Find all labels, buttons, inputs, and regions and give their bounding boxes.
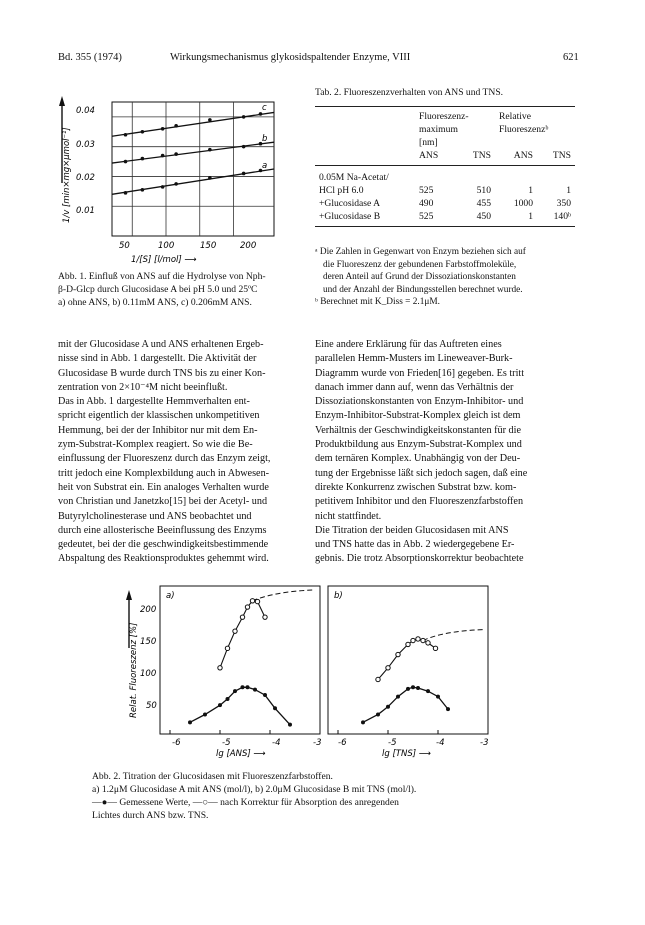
running-header-title: Wirkungsmechanismus glykosidspaltender Enzyme, VIII	[170, 52, 411, 63]
text-line: Diagramm wurde von Frieden[16] gegeben. Es tritt	[315, 367, 525, 379]
fig2a-x-label: lg [ANS] ⟶	[216, 749, 266, 759]
fig2-y-tick-100: 100	[140, 669, 157, 679]
fig2-measured-point	[188, 720, 192, 724]
table-2-footnotes	[315, 246, 585, 309]
fig1-x-tick-50: 50	[119, 241, 130, 251]
fig1-point-b	[242, 145, 246, 149]
text-line: durch eine allosterische Beeinflussung des Enzyms	[58, 524, 267, 536]
text-line: Hemmung, bei der der Inhibitor nur mit dem En-	[58, 424, 258, 436]
fig1-point-b	[208, 148, 212, 152]
fig1-y-tick-003: 0.03	[76, 140, 95, 150]
th-ans: ANS	[419, 150, 439, 161]
table-2-body	[315, 171, 575, 223]
fig2-measured-point	[416, 686, 420, 690]
cell: 525	[419, 185, 434, 196]
th-tns-rel: TNS	[552, 150, 571, 161]
text-line: petitivem Inhibitor und den Fluoreszenzfarbstoffen	[315, 496, 524, 508]
cell: 1	[566, 185, 571, 196]
fig2-measured-point	[386, 705, 390, 709]
fig2-measured-point	[396, 695, 400, 699]
text-line: direkte Konkurrenz zwischen Substrat bzw. kom-	[315, 481, 517, 493]
text-line: Eine andere Erklärung für das Auftreten eines	[315, 339, 502, 350]
right-column-text	[315, 338, 587, 567]
cell: 140ᵇ	[553, 211, 571, 222]
fig2-arrow-head	[126, 590, 132, 600]
fig2-y-tick-150: 150	[140, 637, 157, 647]
fig2a-x-tick: -4	[272, 738, 281, 748]
fig2b-x-tick: -3	[480, 738, 489, 748]
fig2-panel-b-series	[338, 630, 483, 734]
fig1-x-tick-150: 150	[200, 241, 217, 251]
fig1-curve-label-c: c	[262, 103, 267, 113]
fig1-point-a	[208, 176, 212, 180]
text-line: tritt jedoch eine Komplexbildung auch in Abwesen-	[58, 467, 270, 479]
table-mid-rule	[315, 165, 575, 166]
fig1-point-c	[242, 115, 246, 119]
fig2-corrected-point	[218, 666, 222, 670]
text-line: nisse sind in Abb. 1 dargestellt. Die Aktivität der	[58, 353, 257, 365]
fig2-measured-line	[363, 687, 448, 722]
th-maximum: maximum	[419, 124, 458, 135]
fig2-extrapolation-dashed	[253, 590, 316, 601]
fig2-corrected-point	[416, 637, 420, 641]
cell: 1000	[513, 198, 533, 209]
fig2-y-tick-200: 200	[140, 605, 157, 615]
fig2-corrected-point	[376, 677, 380, 681]
fig2-corrected-point	[421, 638, 425, 642]
table-2	[315, 106, 575, 227]
cell: 1	[528, 211, 533, 222]
fig2-measured-point	[218, 703, 222, 707]
footnote-line: ᵇ Berechnet mit K_Diss = 2.1μM.	[315, 297, 440, 308]
fig2-measured-point	[203, 713, 207, 717]
row-label: +Glucosidase A	[319, 198, 381, 209]
text-line: parallelen Hemm-Musters im Lineweaver-Burk-	[315, 353, 513, 365]
th-fluoreszenz-rel: Fluoreszenzᵇ	[499, 124, 549, 135]
fig1-point-c	[161, 127, 165, 131]
fig2-corrected-point	[386, 666, 390, 670]
fig2-measured-point	[226, 697, 230, 701]
fig2-panel-a-series	[170, 590, 315, 734]
fig1-point-b	[174, 152, 178, 156]
text-line: spricht eigentlich der klassischen unkompetitiven	[58, 410, 260, 422]
fig2b-x-tick: -4	[436, 738, 445, 748]
fig1-plot-frame	[112, 102, 274, 236]
table-top-rule	[315, 106, 575, 107]
fig1-point-b	[141, 157, 145, 161]
fig1-x-label: 1/[S] [l/mol] ⟶	[131, 255, 197, 265]
table-row	[315, 210, 575, 223]
running-header-volume: Bd. 355 (1974)	[58, 52, 122, 63]
fig1-grid	[112, 102, 274, 236]
figure-1-caption	[58, 270, 298, 309]
footnote-line: und der Anzahl der Bindungsstellen berechnet wurde.	[323, 284, 523, 295]
fig2-corrected-point	[433, 646, 437, 650]
text-line: Butyrylcholinesterase und ANS beobachtet und	[58, 510, 252, 522]
fig1-arrow-head	[59, 96, 65, 106]
row-label: HCl pH 6.0	[319, 185, 364, 196]
caption-line: Abb. 1. Einfluß von ANS auf die Hydrolyse von Nph-	[58, 271, 266, 282]
fig2-y-tick-50: 50	[146, 701, 157, 711]
text-line: und TNS hatte das in Abb. 2 wiedergegebene Er-	[315, 539, 515, 551]
text-line: gebnis. Die trotz Absorptionskorrektur beobachtete	[315, 553, 524, 565]
caption-line: a) ohne ANS, b) 0.11mM ANS, c) 0.206mM ANS.	[58, 297, 252, 308]
fig2-corrected-point	[406, 642, 410, 646]
fig2-corrected-point	[263, 615, 267, 619]
text-line: mit der Glucosidase A und ANS erhaltenen Ergeb-	[58, 339, 264, 350]
fig2b-x-label: lg [TNS] ⟶	[382, 749, 431, 759]
text-line: dem ternären Komplex. Unabhängig von der Deu-	[315, 453, 521, 465]
fig1-curve-label-b: b	[262, 134, 268, 144]
text-line: einflussung der Fluoreszenz durch das Enzym zeigt,	[58, 453, 271, 465]
th-tns: TNS	[472, 150, 491, 161]
fig2-corrected-point	[426, 641, 430, 645]
fig2-measured-point	[253, 688, 257, 692]
fig1-point-a	[161, 185, 165, 189]
text-line: Produktbildung aus Enzym-Substrat-Komplex und	[315, 439, 522, 451]
cell: 450	[476, 211, 491, 222]
fig2b-x-tick: -6	[338, 738, 347, 748]
table-row	[315, 184, 575, 197]
text-line: Das in Abb. 1 dargestellte Hemmverhalten ent-	[58, 396, 250, 408]
th-ans-rel: ANS	[513, 150, 533, 161]
page-number: 621	[563, 52, 579, 63]
text-line: danach immer dann auf, wenn das Verhältnis der	[315, 381, 514, 393]
fig2-measured-point	[263, 693, 267, 697]
text-line: Dissoziationskonstanten von Enzym-Inhibitor- und	[315, 396, 524, 408]
text-line: Abspaltung des Reaktionsproduktes gehemmt wird.	[58, 553, 269, 565]
text-line: Verhältnis der Geschwindigkeitskonstanten für die	[315, 424, 521, 436]
fig1-curve-label-a: a	[262, 161, 268, 171]
fig2-corrected-point	[396, 652, 400, 656]
table-bottom-rule	[315, 226, 575, 227]
fig1-y-label: 1/v [min×mg×μmol⁻¹]	[62, 127, 72, 223]
table-row	[315, 197, 575, 210]
fig2-measured-point	[288, 723, 292, 727]
text-line: von Christian und Janetzko[15] bei der Acetyl- und	[58, 496, 268, 508]
text-line: Enzym-Inhibitor-Substrat-Komplex gleich ist dem	[315, 410, 521, 422]
caption-line: β-D-Glcp durch Glucosidase A bei pH 5.0 und 25ºC	[58, 284, 258, 295]
fig2-corrected-point	[225, 646, 229, 650]
fig2-corrected-point	[240, 615, 244, 619]
footnote-line: ᵃ Die Zahlen in Gegenwart von Enzym beziehen sich auf	[315, 247, 526, 257]
text-line: zym-Substrat-Komplex reagiert. So wie die Be-	[58, 439, 253, 451]
th-relative: Relative	[499, 111, 531, 122]
fig1-point-b	[124, 160, 128, 164]
fig2-measured-line	[190, 687, 290, 724]
fig1-series-line-a	[112, 169, 274, 194]
caption-line: —●— Gemessene Werte, —○— nach Korrektur für Absorption des anregenden	[92, 797, 399, 808]
footnote-line: die Fluoreszenz der gebundenen Farbstoffmoleküle,	[323, 259, 517, 270]
fig1-point-a	[242, 172, 246, 176]
fig2-measured-point	[411, 685, 415, 689]
table-2-title: Tab. 2. Fluoreszenzverhalten von ANS und TNS.	[315, 87, 504, 98]
fig2-corrected-point	[411, 638, 415, 642]
cell: 510	[476, 185, 491, 196]
fig2-measured-point	[436, 695, 440, 699]
fig2-panel-a-frame	[160, 586, 320, 734]
figure-1-chart	[56, 88, 288, 266]
fig2-measured-point	[446, 707, 450, 711]
fig1-point-a	[174, 182, 178, 186]
caption-line: Lichtes durch ANS bzw. TNS.	[92, 810, 209, 821]
fig2-measured-point	[406, 687, 410, 691]
fig1-y-tick-002: 0.02	[76, 173, 95, 183]
fig2b-x-tick: -5	[388, 738, 397, 748]
row-label: +Glucosidase B	[319, 211, 381, 222]
fig2-corrected-point	[250, 599, 254, 603]
fig2-measured-point	[233, 689, 237, 693]
fig2-measured-point	[246, 685, 250, 689]
text-line: Glucosidase B wurde durch TNS bis zu einer Kon-	[58, 367, 266, 379]
fig1-point-c	[208, 118, 212, 122]
fig1-y-tick-001: 0.01	[76, 206, 95, 216]
fig2-corrected-point	[255, 599, 259, 603]
fig2-corrected-point	[233, 629, 237, 633]
fig1-series-line-b	[112, 142, 274, 163]
fig2-measured-point	[376, 713, 380, 717]
fig1-x-tick-100: 100	[158, 241, 175, 251]
fig1-point-c	[124, 133, 128, 137]
fig2-panel-a-label: a)	[166, 591, 175, 601]
fig1-x-tick-200: 200	[240, 241, 257, 251]
fig2-panel-b-label: b)	[334, 591, 343, 601]
th-fluoreszenz: Fluoreszenz-	[419, 111, 469, 122]
fig2a-x-tick: -5	[222, 738, 231, 748]
fig2-measured-point	[426, 689, 430, 693]
fig1-y-tick-004: 0.04	[76, 106, 95, 116]
caption-line: a) 1.2μM Glucosidase A mit ANS (mol/l), b) 2.0μM Glucosidase B mit TNS (mol/l).	[92, 784, 417, 795]
fig2-measured-point	[361, 720, 365, 724]
fig1-series	[112, 112, 274, 195]
fig1-point-c	[174, 124, 178, 128]
text-line: nicht stattfindet.	[315, 510, 382, 522]
table-2-grid	[315, 110, 575, 162]
text-line: gedeutet, bei der die geschwindigkeitsbestimmende	[58, 539, 269, 551]
left-column-text	[58, 338, 304, 567]
text-line: tung der Ergebnisse läßt sich jedoch sagen, daß eine	[315, 467, 528, 479]
text-line: zentration von 2×10⁻⁴M nicht beeinflußt.	[58, 381, 228, 393]
fig2-corrected-line	[220, 601, 265, 668]
figure-2-chart	[120, 578, 500, 760]
th-unit: [nm]	[419, 137, 438, 148]
fig1-point-b	[161, 154, 165, 158]
fig1-series-line-c	[112, 112, 274, 136]
fig2-measured-point	[273, 706, 277, 710]
fig2-measured-point	[241, 685, 245, 689]
fig1-point-a	[141, 188, 145, 192]
fig1-point-c	[141, 130, 145, 134]
fig2-panel-b-frame	[328, 586, 488, 734]
cell: 1	[528, 185, 533, 196]
figure-2-caption	[92, 770, 572, 822]
cell: 455	[476, 198, 491, 209]
text-line: heit von Substrat ein. Ein analoges Verhalten wurde	[58, 481, 269, 493]
fig2-y-label: Relat. Fluoreszenz [%]	[129, 622, 139, 718]
fig2a-x-tick: -3	[313, 738, 322, 748]
fig2-corrected-point	[245, 605, 249, 609]
fig1-point-a	[124, 191, 128, 195]
caption-line: Abb. 2. Titration der Glucosidasen mit Fluoreszenzfarbstoffen.	[92, 771, 333, 782]
text-line: Die Titration der beiden Glucosidasen mit ANS	[315, 524, 509, 536]
cell: 490	[419, 198, 434, 209]
fig2a-x-tick: -6	[172, 738, 181, 748]
fig2-extrapolation-dashed	[423, 630, 483, 641]
row-label-buffer: 0.05M Na-Acetat/	[319, 172, 389, 183]
cell: 525	[419, 211, 434, 222]
cell: 350	[556, 198, 571, 209]
footnote-line: deren Anteil auf Grund der Dissoziationskonstanten	[323, 272, 516, 283]
